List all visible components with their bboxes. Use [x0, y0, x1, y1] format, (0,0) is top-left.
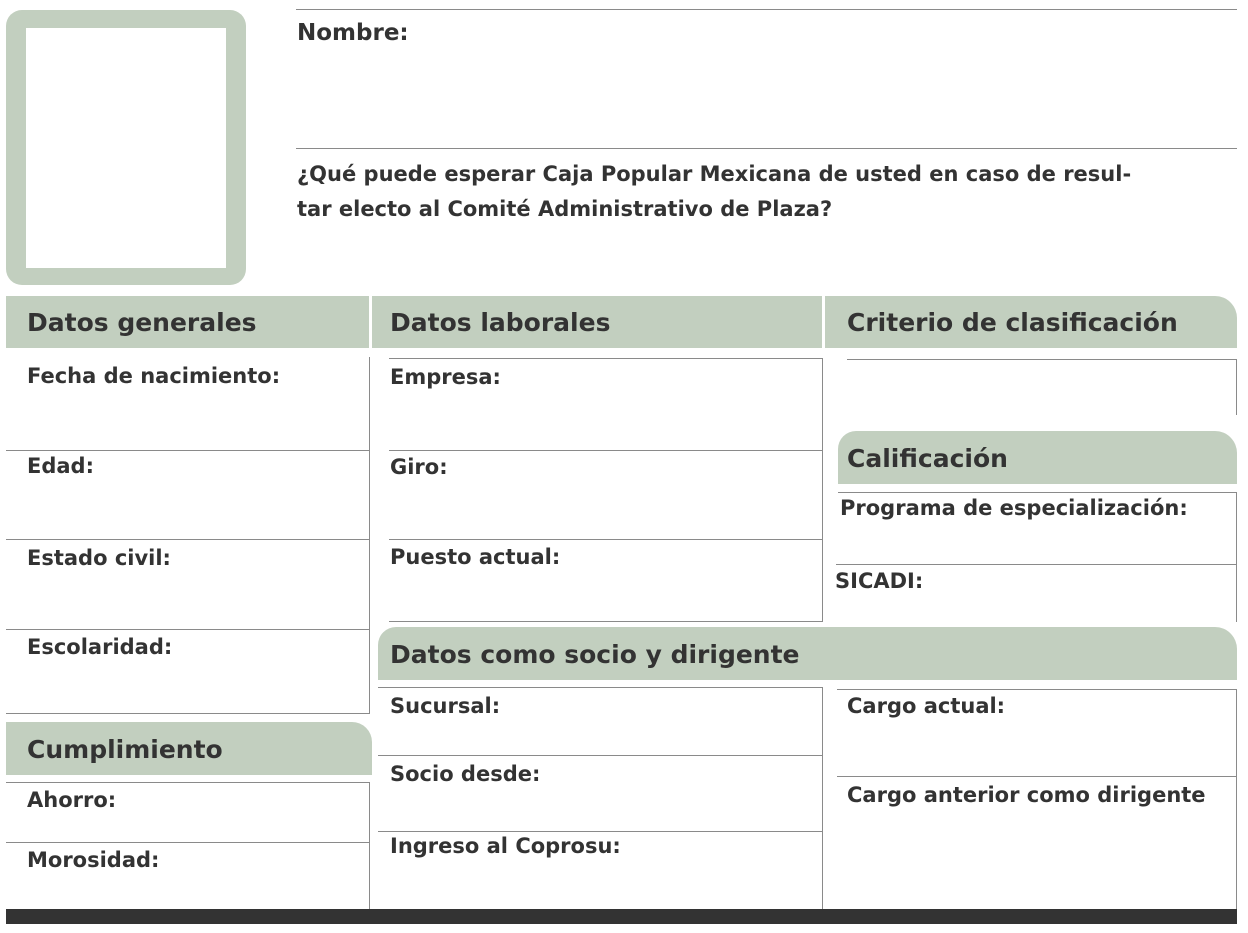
socio-left-rule-2: [378, 831, 823, 832]
estado-civil-label: Estado civil:: [27, 546, 171, 570]
photo-area[interactable]: [26, 28, 226, 268]
socio-right-rule-0: [837, 689, 1237, 690]
criterio-title: Criterio de clasificación: [847, 308, 1178, 337]
empresa-label: Empresa:: [390, 365, 501, 389]
socio-right-rule-1: [837, 776, 1237, 777]
calificacion-rule-2: [836, 564, 1237, 565]
socio-desde-label: Socio desde:: [390, 762, 541, 786]
sicadi-label: SICADI:: [835, 569, 924, 593]
socio-left-rule-0: [378, 687, 823, 688]
cumplimiento-title: Cumplimiento: [27, 735, 223, 764]
cumplimiento-rule-1: [6, 782, 370, 783]
laborales-rule-0: [389, 358, 823, 359]
edad-label: Edad:: [27, 454, 94, 478]
laborales-rule-1: [389, 450, 823, 451]
band-divider-2: [822, 296, 825, 348]
nombre-bottom-rule: [296, 148, 1237, 149]
sucursal-label: Sucursal:: [390, 694, 501, 718]
puesto-actual-label: Puesto actual:: [390, 545, 561, 569]
criterio-rule: [847, 359, 1237, 360]
generales-rule-2: [6, 539, 370, 540]
calificacion-rule-1: [838, 492, 1237, 493]
generales-rule-3: [6, 629, 370, 630]
question-line-2: tar electo al Comité Administrativo de Plaza?: [297, 197, 833, 221]
calificacion-right-border: [1236, 492, 1237, 622]
socio-middle-border: [822, 687, 823, 909]
cargo-anterior-label: Cargo anterior como dirigente: [847, 783, 1206, 807]
datos-generales-title: Datos generales: [27, 308, 257, 337]
criterio-right-border: [1236, 359, 1237, 415]
cumplimiento-right-border: [369, 782, 370, 909]
cargo-actual-label: Cargo actual:: [847, 694, 1006, 718]
giro-label: Giro:: [390, 455, 448, 479]
cumplimiento-rule-2: [6, 842, 370, 843]
socio-left-rule-1: [378, 755, 823, 756]
escolaridad-label: Escolaridad:: [27, 635, 173, 659]
socio-dirigente-title: Datos como socio y dirigente: [390, 640, 800, 669]
nombre-top-rule: [296, 9, 1237, 10]
morosidad-label: Morosidad:: [27, 848, 160, 872]
footer-bar: [6, 909, 1237, 924]
band-divider-1: [369, 296, 372, 348]
fecha-nacimiento-label: Fecha de nacimiento:: [27, 364, 281, 388]
datos-laborales-title: Datos laborales: [390, 308, 611, 337]
nombre-label: Nombre:: [297, 20, 409, 46]
ingreso-coprosu-label: Ingreso al Coprosu:: [390, 834, 621, 858]
ahorro-label: Ahorro:: [27, 788, 117, 812]
generales-rule-1: [6, 450, 370, 451]
laborales-right-border: [822, 358, 823, 621]
question-text: [297, 157, 1131, 227]
calificacion-title: Calificación: [847, 444, 1008, 473]
laborales-rule-2: [389, 539, 823, 540]
socio-right-border: [1236, 689, 1237, 909]
generales-right-border: [369, 357, 370, 713]
laborales-rule-3: [389, 621, 823, 622]
generales-rule-4: [6, 713, 370, 714]
programa-especializacion-label: Programa de especialización:: [840, 496, 1188, 520]
question-line-1: ¿Qué puede esperar Caja Popular Mexicana de usted en caso de resul-: [297, 162, 1132, 186]
